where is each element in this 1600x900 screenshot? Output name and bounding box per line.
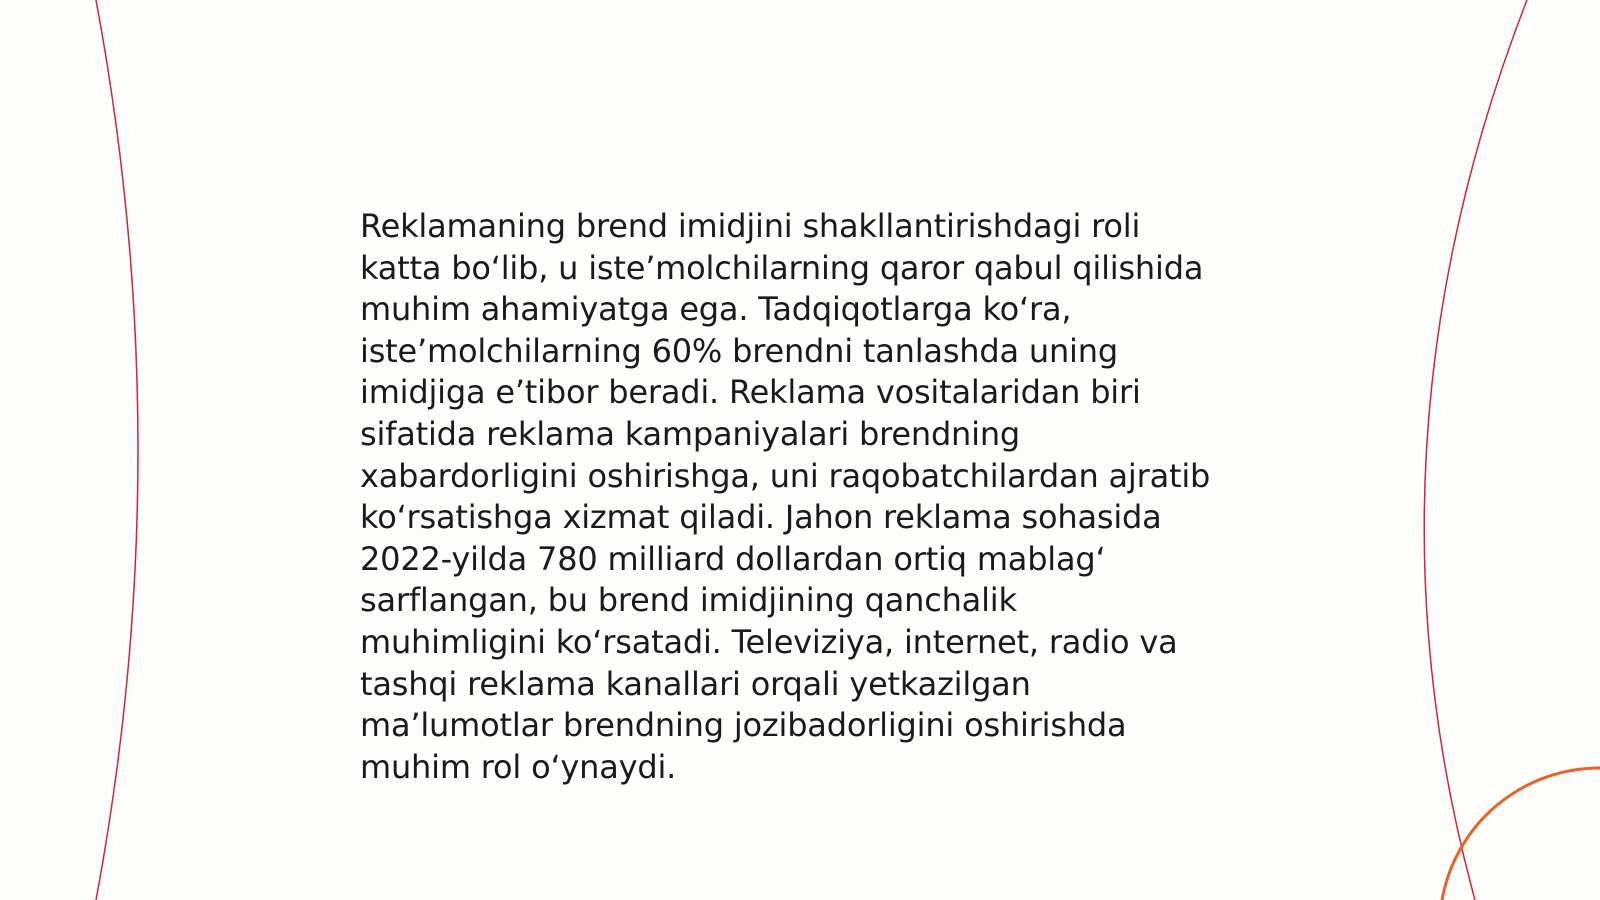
paragraph-line: xabardorligini oshirishga, uni raqobatchilardan ajratib (360, 456, 1211, 495)
body-paragraph (360, 206, 1260, 788)
paragraph-line: Reklamaning brend imidjini shakllantirishdagi roli (360, 207, 1141, 245)
paragraph-line: ma’lumotlar brendning jozibadorligini oshirishda (360, 706, 1127, 745)
paragraph-line: sarflangan, bu brend imidjining qanchalik (360, 581, 1017, 620)
paragraph-line: iste’molchilarning 60% brendni tanlashda uning (360, 331, 1118, 370)
paragraph-line: muhim rol o‘ynaydi. (360, 747, 677, 786)
paragraph-line: muhimligini ko‘rsatadi. Televiziya, internet, radio va (360, 622, 1178, 661)
orange-circle-arc (1442, 768, 1600, 900)
paragraph-line: 2022-yilda 780 milliard dollardan ortiq mablag‘ (360, 539, 1106, 578)
paragraph-line: imidjiga e’tibor beradi. Reklama vositalaridan biri (360, 373, 1141, 412)
left-arc (96, 0, 138, 900)
paragraph-line: tashqi reklama kanallari orqali yetkazilgan (360, 664, 1031, 703)
paragraph-line: muhim ahamiyatga ega. Tadqiqotlarga ko‘ra, (360, 290, 1072, 329)
paragraph-line: sifatida reklama kampaniyalari brendning (360, 414, 1021, 453)
paragraph-line: ko‘rsatishga xizmat qiladi. Jahon reklama sohasida (360, 498, 1162, 537)
paragraph-line: katta bo‘lib, u iste’molchilarning qaror qabul qilishida (360, 248, 1204, 287)
right-arc (1424, 0, 1527, 900)
